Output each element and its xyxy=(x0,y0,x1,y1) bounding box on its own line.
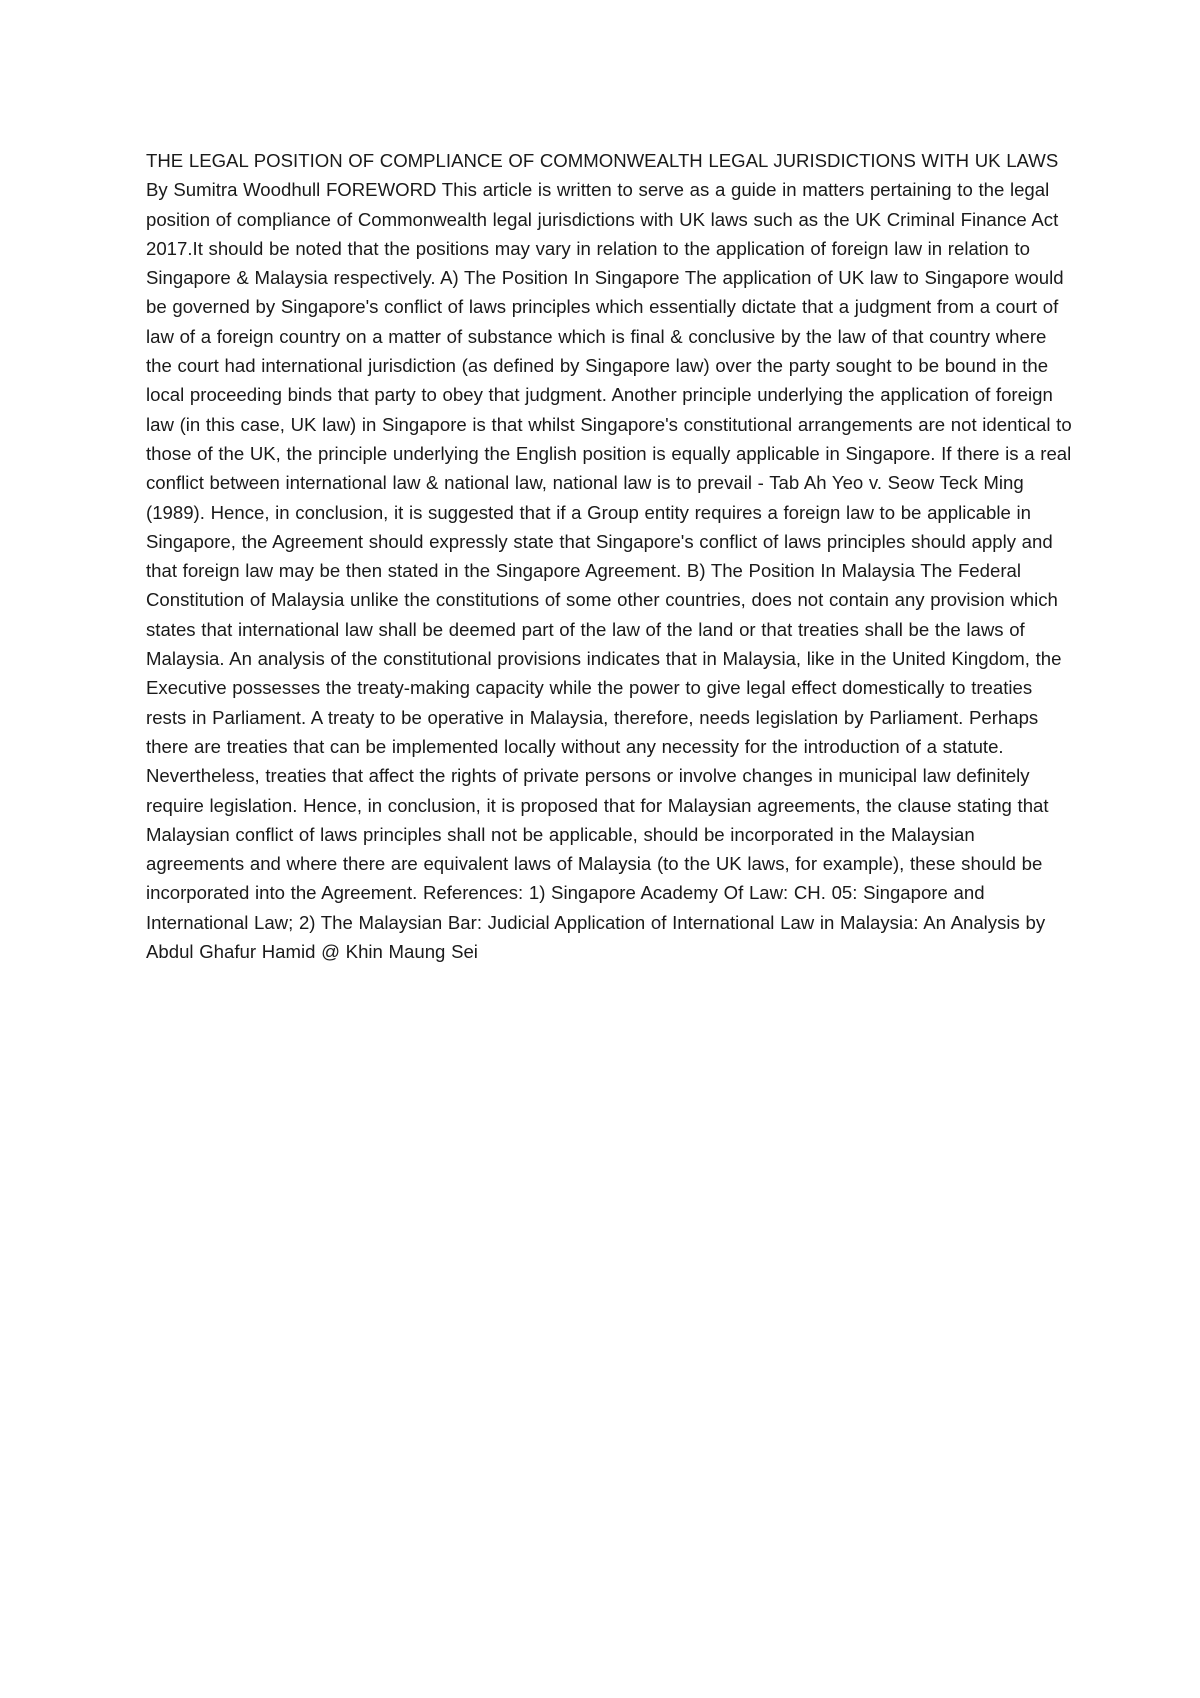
article-body-text: THE LEGAL POSITION OF COMPLIANCE OF COMMONWEALTH LEGAL JURISDICTIONS WITH UK LAWS By Sumitra Woodhull FOREWORD This article is written to serve as a guide in matters pertaining to the legal position of compliance of Commonwealth legal jurisdictions with UK laws such as the UK Criminal Finance Act 2017.It should be noted that the positions may vary in relation to the application of foreign law in relation to Singapore & Malaysia respectively. A) The Position In Singapore The application of UK law to Singapore would be governed by Singapore's conflict of laws principles which essentially dictate that a judgment from a court of law of a foreign country on a matter of substance which is final & conclusive by the law of that country where the court had international jurisdiction (as defined by Singapore law) over the party sought to be bound in the local proceeding binds that party to obey that judgment. Another principle underlying the application of foreign law (in this case, UK law) in Singapore is that whilst Singapore's constitutional arrangements are not identical to those of the UK, the principle underlying the English position is equally applicable in Singapore. If there is a real conflict between international law & national law, national law is to prevail - Tab Ah Yeo v. Seow Teck Ming (1989). Hence, in conclusion, it is suggested that if a Group entity requires a foreign law to be applicable in Singapore, the Agreement should expressly state that Singapore's conflict of laws principles should apply and that foreign law may be then stated in the Singapore Agreement. B) The Position In Malaysia The Federal Constitution of Malaysia unlike the constitutions of some other countries, does not contain any provision which states that international law shall be deemed part of the law of the land or that treaties shall be the laws of Malaysia. An analysis of the constitutional provisions indicates that in Malaysia, like in the United Kingdom, the Executive possesses the treaty-making capacity while the power to give legal effect domestically to treaties rests in Parliament. A treaty to be operative in Malaysia, therefore, needs legislation by Parliament. Perhaps there are treaties that can be implemented locally without any necessity for the introduction of a statute. Nevertheless, treaties that affect the rights of private persons or involve changes in municipal law definitely require legislation. Hence, in conclusion, it is proposed that for Malaysian agreements, the clause stating that Malaysian conflict of laws principles shall not be applicable, should be incorporated in the Malaysian agreements and where there are equivalent laws of Malaysia (to the UK laws, for example), these should be incorporated into the Agreement. References: 1) Singapore Academy Of Law: CH. 05: Singapore and International Law; 2) The Malaysian Bar: Judicial Application of International Law in Malaysia: An Analysis by Abdul Ghafur Hamid @ Khin Maung Sei xyxy=(146,150,1072,963)
